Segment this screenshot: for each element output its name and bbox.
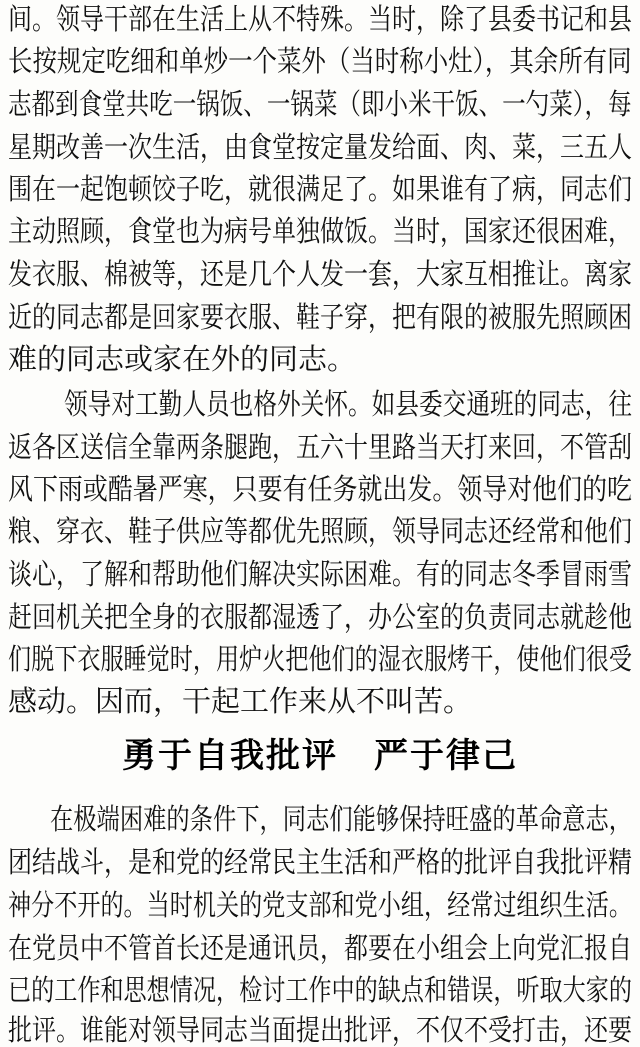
- text-line: 近的同志都是回家要衣服、鞋子穿，把有限的被服先照顾困: [8, 300, 633, 334]
- text-line: 感动。因而，干起工作来从不叫苦。: [8, 684, 473, 718]
- text-line: 已的工作和思想情况，检讨工作中的缺点和错误，听取大家的: [8, 973, 632, 1007]
- text-line: 风下雨或酷暑严寒，只要有任务就出发。领导对他们的吃: [8, 472, 633, 506]
- text-line: 神分不开的。当时机关的党支部和党小组，经常过组织生活。: [8, 888, 632, 922]
- text-line: 主动照顾，食堂也为病号单独做饭。当时，国家还很困难，: [8, 214, 633, 248]
- text-line: 谈心，了解和帮助他们解决实际困难。有的同志冬季冒雨雪: [8, 557, 633, 591]
- text-line: 粮、穿衣、鞋子供应等都优先照顾，领导同志还经常和他们: [8, 514, 633, 548]
- text-line: 星期改善一次生活，由食堂按定量发给面、肉、菜，三五人: [8, 130, 633, 164]
- text-line: 们脱下衣服睡觉时，用炉火把他们的湿衣服烤干，使他们很受: [8, 642, 632, 676]
- text-line: 团结战斗，是和党的经常民主生活和严格的批评自我批评精: [8, 845, 633, 879]
- text-line: 在极端困难的条件下，同志们能够保持旺盛的革命意志，: [50, 802, 633, 836]
- section-heading: 勇于自我批评 严于律己: [122, 736, 518, 776]
- text-line: 志都到食堂共吃一锅饭、一锅菜（即小米干饭、一勺菜），每: [8, 87, 632, 121]
- text-line: 在党员中不管首长还是通讯员，都要在小组会上向党汇报自: [8, 931, 633, 965]
- text-line: 批评。谁能对领导同志当面提出批评，不仅不受打击，还要: [8, 1013, 633, 1047]
- text-line: 赶回机关把全身的衣服都湿透了，办公室的负责同志就趁他: [8, 600, 633, 634]
- text-line: 间。领导干部在生活上从不特殊。当时，除了县委书记和县: [8, 2, 633, 36]
- text-line: 长按规定吃细和单炒一个菜外（当时称小灶），其余所有同: [8, 44, 632, 78]
- text-line: 围在一起饱顿饺子吃，就很满足了。如果谁有了病，同志们: [8, 172, 633, 206]
- text-line: 返各区送信全靠两条腿跑，五六十里路当天打来回，不管刮: [8, 430, 633, 464]
- text-line: 难的同志或家在外的同志。: [8, 342, 357, 376]
- text-line: 领导对工勤人员也格外关怀。如县委交通班的同志，往: [64, 387, 633, 421]
- text-line: 发衣服、棉被等，还是几个人发一套，大家互相推让。离家: [8, 257, 633, 291]
